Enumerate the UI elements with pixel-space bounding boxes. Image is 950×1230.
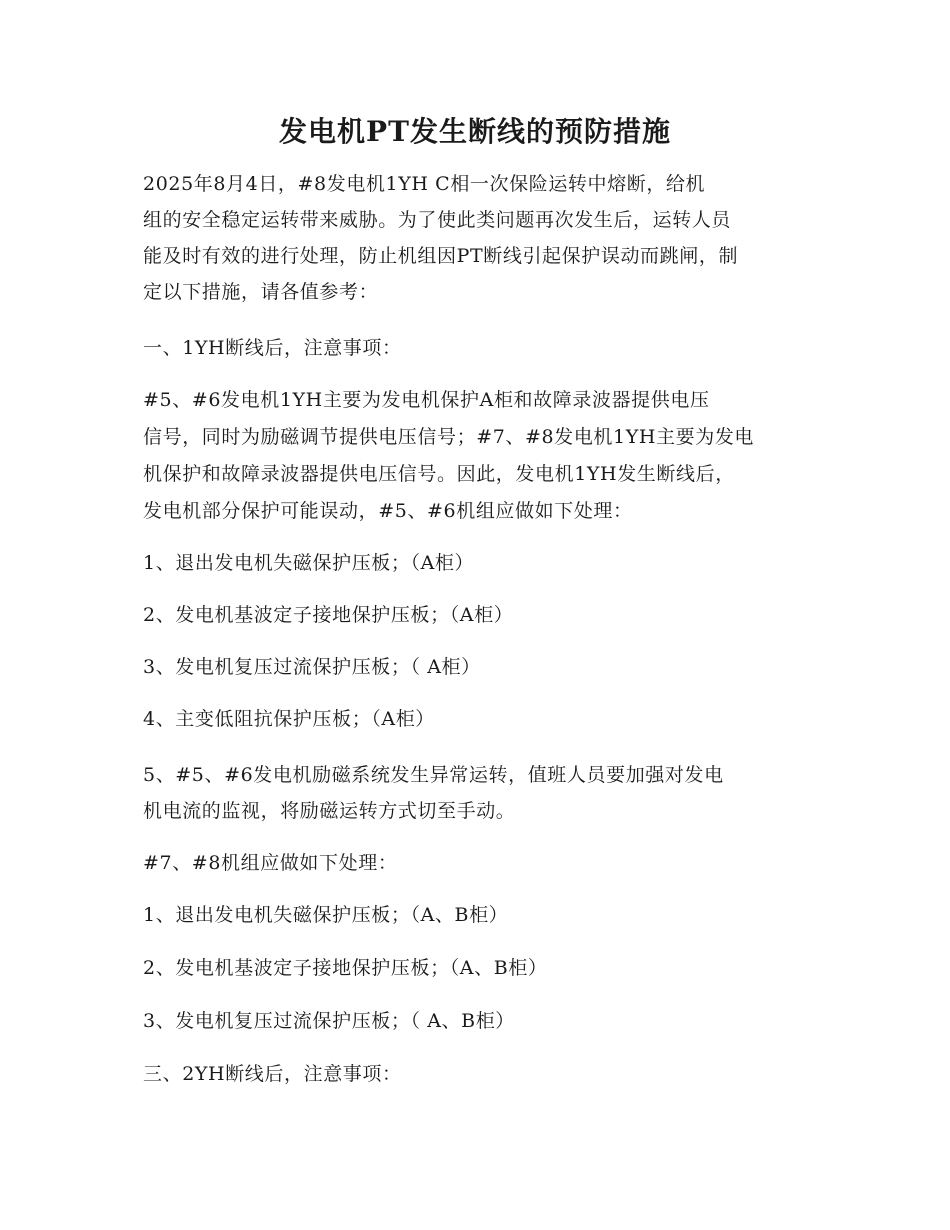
list-a-item-1: 1、退出发电机失磁保护压板；（A柜）: [143, 552, 475, 574]
section-1-line-2: 信号，同时为励磁调节提供电压信号；#7、#8发电机1YH主要为发电: [143, 426, 755, 448]
item-5-line-1: 5、#5、#6发电机励磁系统发生异常运转，值班人员要加强对发电: [143, 764, 724, 786]
list-b-item-3: 3、发电机复压过流保护压板；（ A、B柜）: [143, 1010, 515, 1032]
section-1-line-3: 机保护和故障录波器提供电压信号。因此，发电机1YH发生断线后，: [143, 463, 735, 485]
section-1-line-1: #5、#6发电机1YH主要为发电机保护A柜和故障录波器提供电压: [143, 389, 710, 411]
list-a-item-4: 4、主变低阻抗保护压板；（A柜）: [143, 708, 435, 730]
intro-line-1: 2025年8月4日，#8发电机1YH C相一次保险运转中熔断，给机: [143, 173, 706, 195]
list-a-item-2: 2、发电机基波定子接地保护压板；（A柜）: [143, 604, 514, 626]
intro-line-3: 能及时有效的进行处理，防止机组因PT断线引起保护误动而跳闸，制: [143, 245, 739, 267]
intro-line-4: 定以下措施，请各值参考：: [143, 281, 379, 303]
list-b-item-1: 1、退出发电机失磁保护压板；（A、B柜）: [143, 904, 509, 926]
list-a-item-3: 3、发电机复压过流保护压板；（ A柜）: [143, 656, 481, 678]
section-1-line-4: 发电机部分保护可能误动，#5、#6机组应做如下处理：: [143, 500, 633, 522]
list-b-item-2: 2、发电机基波定子接地保护压板；（A、B柜）: [143, 957, 548, 979]
document-title: 发电机PT发生断线的预防措施: [279, 115, 671, 148]
section-1-heading: 一、1YH断线后，注意事项：: [143, 337, 402, 359]
section-3-heading: 三、2YH断线后，注意事项：: [143, 1063, 402, 1085]
intro-line-2: 组的安全稳定运转带来威胁。为了使此类问题再次发生后，运转人员: [143, 209, 732, 231]
item-5-line-2: 机电流的监视，将励磁运转方式切至手动。: [143, 800, 516, 822]
units-7-8-heading: #7、#8机组应做如下处理：: [143, 852, 398, 874]
